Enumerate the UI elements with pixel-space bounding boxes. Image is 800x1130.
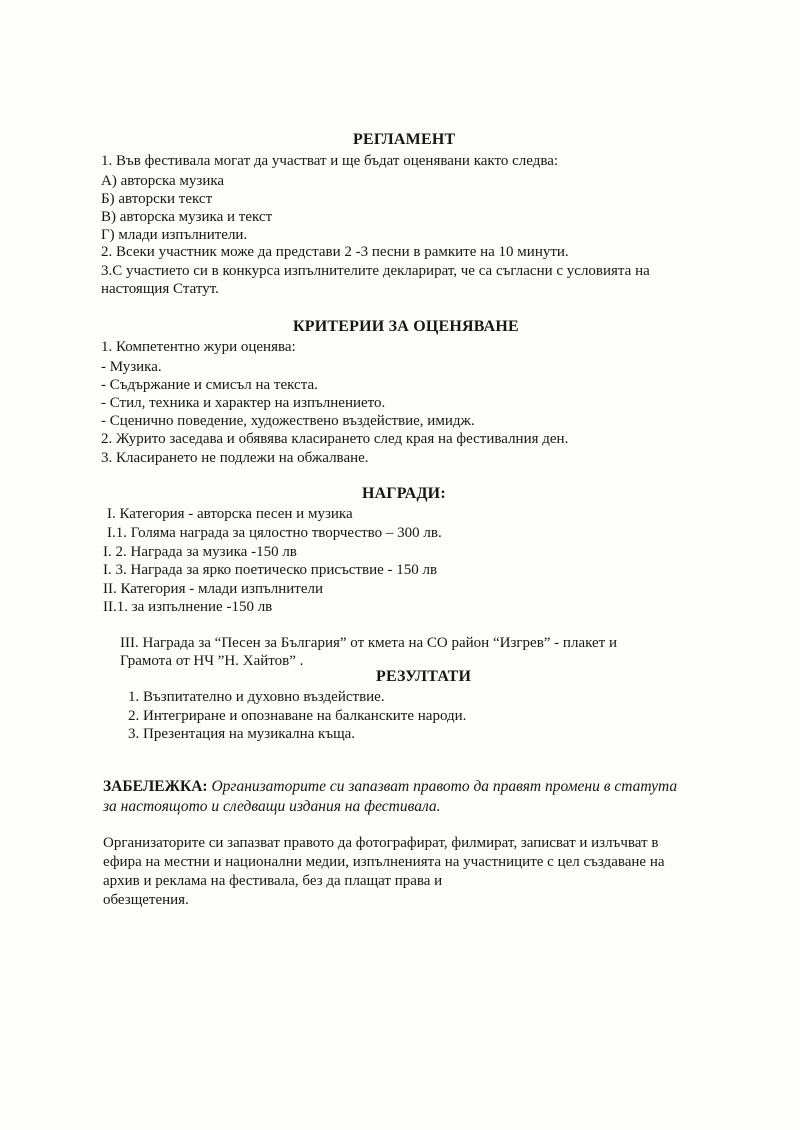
kriterii-line-1: 1. Компетентно жури оценява: — [101, 339, 296, 355]
reglament-line-6: 2. Всеки участник може да представи 2 -3 песни в рамките на 10 минути. — [101, 244, 569, 260]
kriterii-line-4: - Стил, техника и характер на изпълнението. — [101, 395, 386, 411]
rezultati-item-2: 2. Интегриране и опознаване на балканските народи. — [128, 708, 467, 724]
nagradi-line-2: I.1. Голяма награда за цялостно творчество – 300 лв. — [107, 525, 442, 541]
reglament-line-4: В) авторска музика и текст — [101, 209, 273, 225]
nagradi-line-8: Грамота от НЧ ”Н. Хайтов” . — [120, 653, 304, 669]
kriterii-line-2: - Музика. — [101, 359, 162, 375]
rezultati-item-1: 1. Възпитателно и духовно въздействие. — [128, 689, 385, 705]
closing-line-4: обезщетения. — [103, 892, 189, 908]
nagradi-line-5: II. Категория - млади изпълнители — [103, 581, 324, 597]
reglament-line-1: 1. Във фестивала могат да участват и ще бъдат оценявани както следва: — [101, 153, 559, 169]
section-heading-rezultati: РЕЗУЛТАТИ — [376, 668, 472, 685]
reglament-line-3: Б) авторски текст — [101, 191, 213, 207]
closing-line-2: ефира на местни и национални медии, изпълненията на участниците с цел създаване на — [103, 854, 665, 870]
note-label: ЗАБЕЛЕЖКА: — [103, 778, 208, 795]
reglament-line-2: А) авторска музика — [101, 173, 225, 189]
reglament-line-8: настоящия Статут. — [101, 281, 219, 297]
nagradi-line-1: I. Категория - авторска песен и музика — [107, 506, 353, 522]
nagradi-line-6: II.1. за изпълнение -150 лв — [103, 599, 273, 615]
note-line-1 — [103, 778, 677, 796]
note-text-1: Организаторите си запазват правото да правят промени в статута — [207, 778, 678, 795]
closing-line-3: архив и реклама на фестивала, без да плащат права и — [103, 873, 443, 889]
note-line-2 — [103, 798, 441, 816]
section-heading-reglament: РЕГЛАМЕНТ — [353, 131, 456, 148]
section-heading-kriterii: КРИТЕРИИ ЗА ОЦЕНЯВАНЕ — [293, 318, 519, 335]
nagradi-line-3: I. 2. Награда за музика -150 лв — [103, 544, 297, 560]
nagradi-line-7: III. Награда за “Песен за България” от кмета на СО район “Изгрев” - плакет и — [120, 635, 617, 651]
kriterii-line-5: - Сценично поведение, художествено въздействие, имидж. — [101, 413, 475, 429]
reglament-line-5: Г) млади изпълнители. — [101, 227, 248, 243]
reglament-line-7: 3.С участието си в конкурса изпълнителите декларират, че са съгласни с условията на — [101, 263, 650, 279]
closing-line-1: Организаторите си запазват правото да фотографират, филмират, записват и излъчват в — [103, 835, 659, 851]
kriterii-line-7: 3. Класирането не подлежи на обжалване. — [101, 450, 369, 466]
kriterii-line-6: 2. Журито заседава и обявява класирането след края на фестивалния ден. — [101, 431, 569, 447]
section-heading-nagradi: НАГРАДИ: — [362, 485, 446, 502]
kriterii-line-3: - Съдържание и смисъл на текста. — [101, 377, 318, 393]
rezultati-item-3: 3. Презентация на музикална къща. — [128, 726, 356, 742]
nagradi-line-4: I. 3. Награда за ярко поетическо присъствие - 150 лв — [103, 562, 438, 578]
note-text-2: за настоящото и следващи издания на фестивала. — [103, 798, 441, 815]
